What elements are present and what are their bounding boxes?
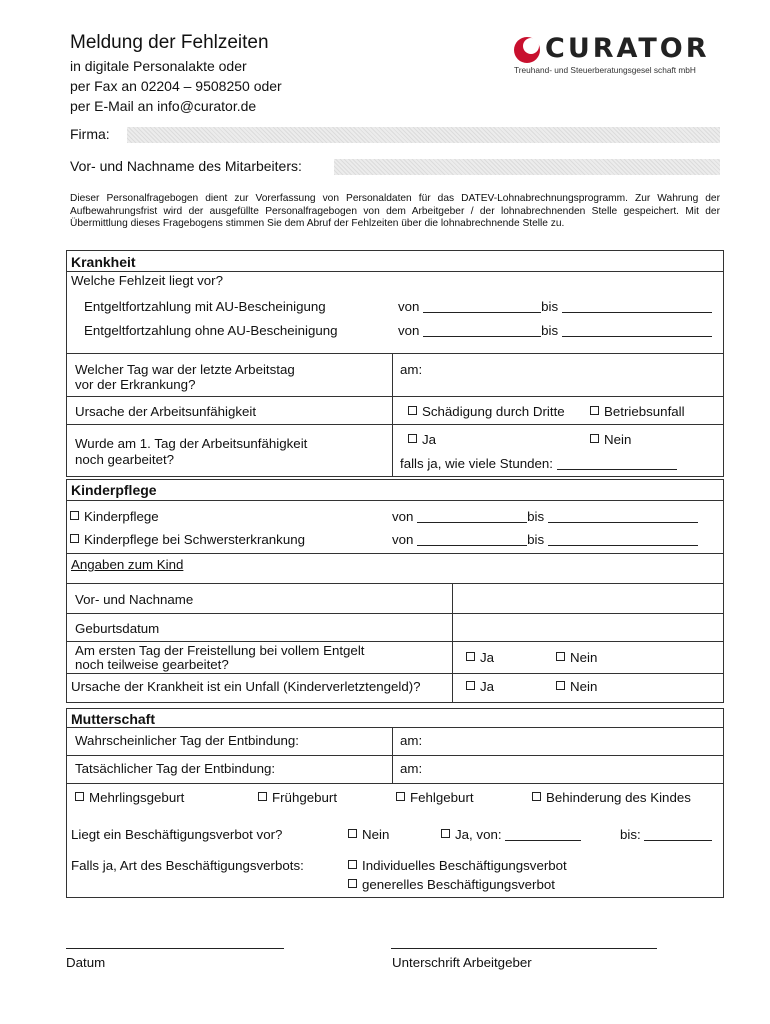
date-signature-line[interactable] (66, 948, 284, 949)
bis-label: bis: (620, 827, 641, 842)
checkbox-icon[interactable] (348, 829, 357, 838)
checkbox-icon[interactable] (590, 434, 599, 443)
multiple-birth-option[interactable] (75, 790, 184, 805)
hours-label: falls ja, wie viele Stunden: (400, 456, 553, 471)
child-birthdate-label: Geburtsdatum (75, 621, 160, 636)
option-label: Kinderpflege bei Schwersterkrankung (84, 532, 306, 547)
au-with-range (398, 299, 712, 314)
option-label: generelles Beschäftigungsverbot (362, 877, 555, 892)
child-name-label: Vor- und Nachname (75, 592, 194, 607)
firma-input[interactable] (127, 127, 720, 143)
checkbox-icon[interactable] (408, 406, 417, 415)
bis-label: bis (541, 299, 559, 314)
checkbox-icon[interactable] (532, 792, 541, 801)
checkbox-icon[interactable] (441, 829, 450, 838)
option-label: Individuelles Beschäftigungsverbot (362, 858, 567, 873)
option-label: Nein (604, 432, 632, 447)
miscarriage-option[interactable] (396, 790, 474, 805)
kinderpflege-severe-from-field[interactable] (417, 533, 527, 546)
worked-label-1: Wurde am 1. Tag der Arbeitsunfähigkeit (75, 436, 308, 451)
leave-worked-label-1: Am ersten Tag der Freistellung bei vollem Entgelt (75, 643, 365, 658)
von-label: von (398, 299, 420, 314)
firma-label: Firma: (70, 126, 110, 142)
fehlzeit-question: Welche Fehlzeit liegt vor? (71, 273, 223, 288)
cause-label: Ursache der Arbeitsunfähigkeit (75, 404, 257, 419)
option-label: Behinderung des Kindes (546, 790, 691, 805)
submit-line-digital: in digitale Personalakte oder (70, 58, 247, 74)
au-with-to-field[interactable] (562, 300, 712, 313)
actual-delivery-label: Tatsächlicher Tag der Entbindung: (75, 761, 276, 776)
logo-subtitle: Treuhand- und Steuerberatungsgesel schaft mbH (514, 65, 696, 75)
last-workday-label-1: Welcher Tag war der letzte Arbeitstag (75, 362, 295, 377)
curator-logo (512, 33, 722, 77)
employment-ban-to-field[interactable] (644, 828, 712, 841)
intro-text: Dieser Personalfragebogen dient zur Vorerfassung von Personaldaten für das DATEV-Lohnabrechnungsprogramm. Zur Wahrung der Aufbewahrungsfrist wird der ausgefüllte Personalfragebogen von dem Arbeitgeber / der lohnabrechnenden Stelle gespeichert. Mit der Übermittlung dieses Fragebogens stimmen Sie dem Abruf der Fehlzeiten über die lohnabrechnende Stelle zu. (70, 193, 720, 229)
option-label: Nein (570, 650, 598, 665)
au-with-from-field[interactable] (423, 300, 541, 313)
option-label: Mehrlingsgeburt (89, 790, 185, 805)
employer-signature-label: Unterschrift Arbeitgeber (392, 955, 532, 970)
von-label: von (398, 323, 420, 338)
option-label: Ja (422, 432, 437, 447)
leave-worked-ja-option[interactable] (466, 650, 494, 665)
worked-nein-option[interactable] (590, 432, 631, 447)
leave-worked-nein-option[interactable] (556, 650, 597, 665)
accident-ja-option[interactable] (466, 679, 494, 694)
au-without-to-field[interactable] (562, 324, 712, 337)
au-without-from-field[interactable] (423, 324, 541, 337)
bis-label: bis (527, 509, 545, 524)
checkbox-icon[interactable] (348, 879, 357, 888)
option-label: Kinderpflege (84, 509, 159, 524)
checkbox-icon[interactable] (466, 681, 475, 690)
actual-delivery-am[interactable]: am: (400, 761, 423, 776)
accident-nein-option[interactable] (556, 679, 597, 694)
option-label: Nein (362, 827, 390, 842)
worked-ja-option[interactable] (408, 432, 436, 447)
last-workday-am[interactable]: am: (400, 362, 423, 377)
child-info-heading: Angaben zum Kind (71, 557, 184, 572)
cause-work-accident-option[interactable] (590, 404, 685, 419)
date-label: Datum (66, 955, 106, 970)
employment-ban-question: Liegt ein Beschäftigungsverbot vor? (71, 827, 283, 842)
au-without-label: Entgeltfortzahlung ohne AU-Bescheinigung (84, 323, 338, 338)
hours-field (400, 456, 677, 471)
last-workday-label-2: vor der Erkrankung? (75, 377, 196, 392)
cause-third-party-option[interactable] (408, 404, 565, 419)
general-ban-option[interactable] (348, 877, 555, 892)
option-label: Betriebsunfall (604, 404, 685, 419)
kinderpflege-option[interactable] (70, 509, 159, 524)
bis-label: bis (541, 323, 559, 338)
individual-ban-option[interactable] (348, 858, 567, 873)
kinderpflege-severe-to-field[interactable] (548, 533, 698, 546)
checkbox-icon[interactable] (348, 860, 357, 869)
kinderpflege-severe-range (392, 532, 698, 547)
premature-birth-option[interactable] (258, 790, 337, 805)
checkbox-icon[interactable] (408, 434, 417, 443)
checkbox-icon[interactable] (75, 792, 84, 801)
employee-name-input[interactable] (334, 159, 720, 175)
option-label: Frühgeburt (272, 790, 338, 805)
mutterschaft-heading: Mutterschaft (71, 711, 156, 727)
checkbox-icon[interactable] (466, 652, 475, 661)
option-label: Fehlgeburt (410, 790, 474, 805)
hours-input[interactable] (557, 457, 677, 470)
au-without-range (398, 323, 712, 338)
checkbox-icon[interactable] (556, 652, 565, 661)
employment-ban-type-label: Falls ja, Art des Beschäftigungsverbots: (71, 858, 304, 873)
kinderpflege-from-field[interactable] (417, 510, 527, 523)
krankheit-heading: Krankheit (71, 254, 136, 270)
kinderpflege-severe-option[interactable] (70, 532, 305, 547)
leave-worked-label-2: noch teilweise gearbeitet? (75, 657, 229, 672)
checkbox-icon[interactable] (590, 406, 599, 415)
worked-label-2: noch gearbeitet? (75, 452, 175, 467)
kinderpflege-to-field[interactable] (548, 510, 698, 523)
kinderpflege-heading: Kinderpflege (71, 482, 157, 498)
option-label: Ja (480, 650, 495, 665)
von-label: von (392, 532, 414, 547)
logo-mark-icon (512, 35, 542, 65)
option-label: Nein (570, 679, 598, 694)
employment-ban-to (620, 827, 712, 842)
employment-ban-nein-option[interactable] (348, 827, 389, 842)
employee-name-label: Vor- und Nachname des Mitarbeiters: (70, 158, 302, 174)
expected-delivery-am[interactable]: am: (400, 733, 423, 748)
checkbox-icon[interactable] (556, 681, 565, 690)
option-label: Schädigung durch Dritte (422, 404, 565, 419)
employer-signature-line[interactable] (391, 948, 657, 949)
page-title: Meldung der Fehlzeiten (70, 32, 269, 53)
option-label: Ja (480, 679, 495, 694)
submit-line-email: per E-Mail an info@curator.de (70, 98, 257, 114)
checkbox-icon[interactable] (70, 534, 79, 543)
checkbox-icon[interactable] (70, 511, 79, 520)
submit-line-fax: per Fax an 02204 – 9508250 oder (70, 78, 282, 94)
au-with-label: Entgeltfortzahlung mit AU-Bescheinigung (84, 299, 326, 314)
employment-ban-from-field[interactable] (505, 828, 581, 841)
expected-delivery-label: Wahrscheinlicher Tag der Entbindung: (75, 733, 299, 748)
employment-ban-ja-option[interactable] (441, 827, 581, 842)
bis-label: bis (527, 532, 545, 547)
accident-label: Ursache der Krankheit ist ein Unfall (Kinderverletztengeld)? (71, 679, 421, 694)
child-disability-option[interactable] (532, 790, 691, 805)
checkbox-icon[interactable] (258, 792, 267, 801)
kinderpflege-range (392, 509, 698, 524)
logo-name: CURATOR (545, 33, 710, 64)
option-label: Ja, von: (455, 827, 502, 842)
von-label: von (392, 509, 414, 524)
checkbox-icon[interactable] (396, 792, 405, 801)
